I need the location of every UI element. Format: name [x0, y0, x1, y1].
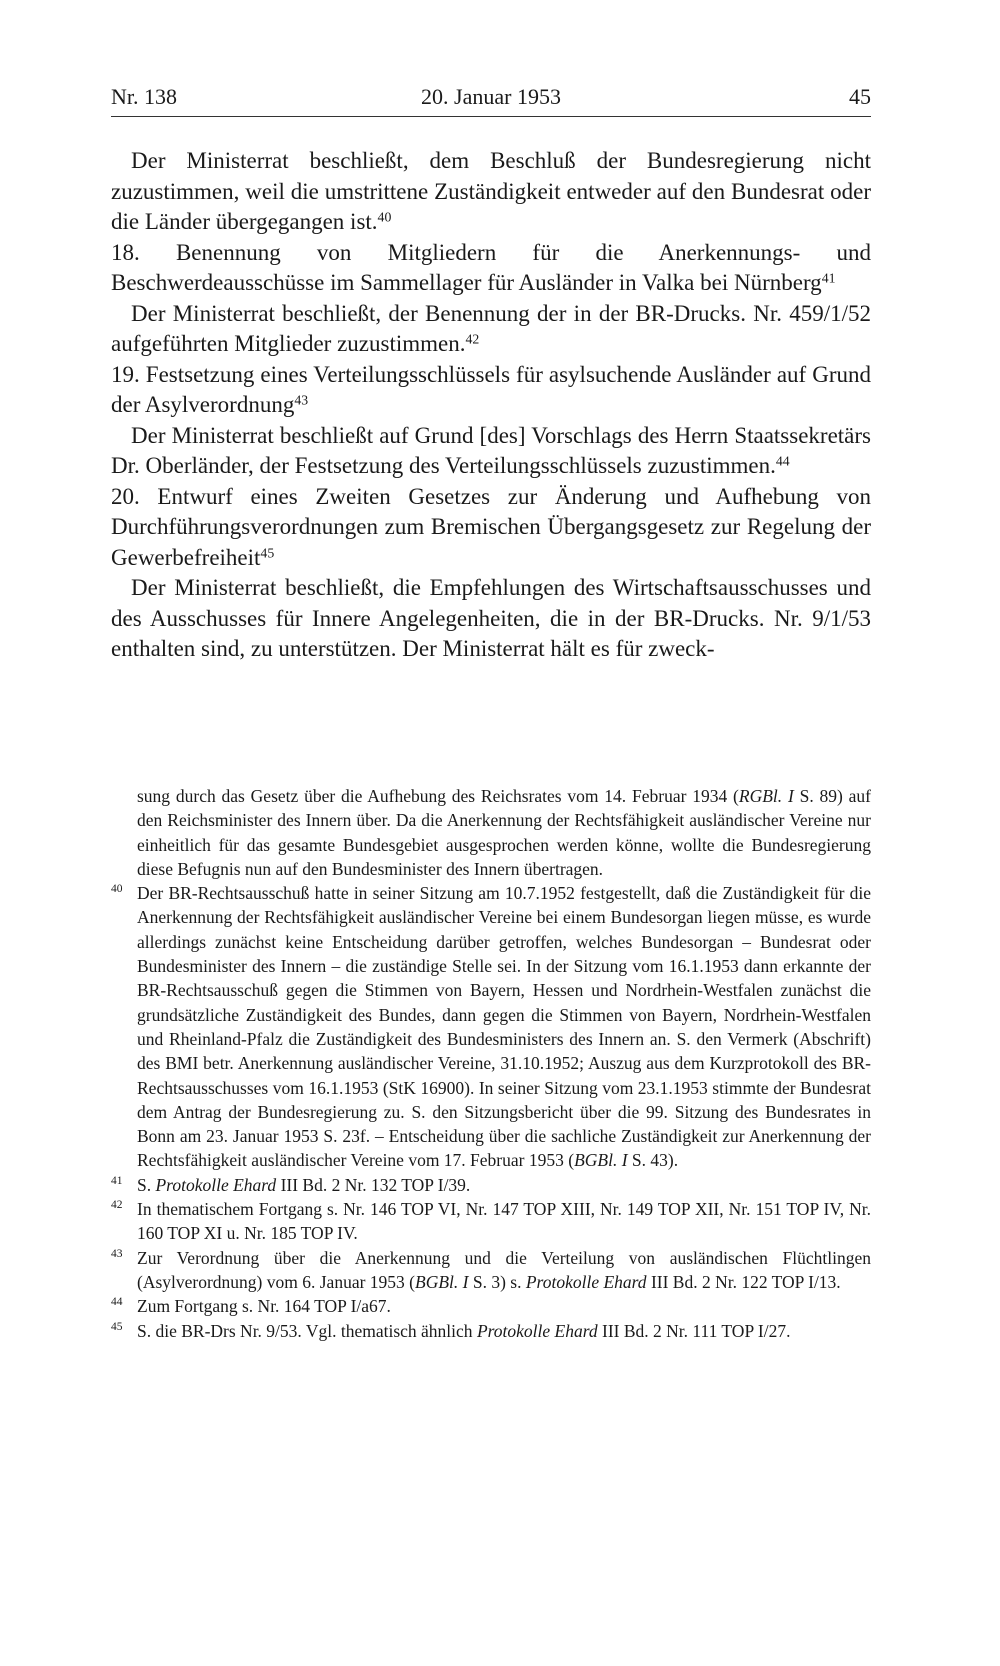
footnote-42: 42 In thematischem Fortgang s. Nr. 146 TOP VI, Nr. 147 TOP XIII, Nr. 149 TOP XII, Nr. 151 TOP IV, Nr. 160 TOP XI u. Nr. 185 TOP IV.: [111, 1199, 871, 1244]
footnote-ref-45[interactable]: 45: [260, 544, 275, 560]
footnote-number: 45: [111, 1320, 123, 1333]
footnote-43: 43 Zur Verordnung über die Anerkennung und die Verteilung von ausländischen Flüchtlingen (Asylverordnung) vom 6. Januar 1953 (BGBl. I S. 3) s. Protokolle Ehard III Bd. 2 Nr. 122 TOP I/13.: [111, 1247, 871, 1292]
paragraph-decision-19: Der Ministerrat beschließt auf Grund [des] Vorschlags des Herrn Staatssekretärs Dr. Oberländer, der Festsetzung des Verteilungsschlüssels zuzustimmen.$^{44}$: [111, 422, 871, 478]
footnote-ref-40[interactable]: 40: [377, 209, 392, 225]
document-date: 20. Januar 1953: [421, 84, 561, 109]
footnote-44: 44 Zum Fortgang s. Nr. 164 TOP I/a67.: [111, 1296, 391, 1317]
paragraph-decision-20: Der Ministerrat beschließt, die Empfehlungen des Wirtschaftsausschusses und des Ausschusses für Innere Angelegenheiten, die in der BR-Drucks. Nr. 9/1/53 enthalten sind, zu unterstützen. Der Ministerrat hält es für zweck-: [111, 575, 871, 661]
footnote-40: 40 Der BR-Rechtsausschuß hatte in seiner Sitzung am 10.7.1952 festgestellt, daß die Zuständigkeit für die Anerkennung der Rechtsfähigkeit ausländischer Vereine bei einem Bundesorgan liegen müsse, es wurde allerdings zunächst keine Entscheidung darüber getroffen, welches Bundesorgan – Bundesrat oder Bundesminister des Innern – die zuständige Stelle sei. In der Sitzung vom 16.1.1953 dann erkannte der BR-Rechtsausschuß gegen die Stimmen von Bayern, Hessen und Nordrhein-Westfalen zunächst die grundsätzliche Zuständigkeit des Bundes, dann gegen die Stimmen von Bayern, Nordrhein-Westfalen und Rheinland-Pfalz die Zuständigkeit des Bundesministers des Innern an. S. den Vermerk (Abschrift) des BMI betr. Anerkennung ausländischer Vereine, 31.10.1952; Auszug aus dem Kurzprotokoll des BR-Rechtsausschusses vom 16.1.1953 (StK 16900). In seiner Sitzung vom 23.1.1953 stimmte der Bundesrat dem Antrag der Bundesregierung zu. S. den Sitzungsbericht über die 99. Sitzung des Bundesrates in Bonn am 23. Januar 1953 S. 23f. – Entscheidung über die sachliche Zuständigkeit zur Anerkennung der Rechtsfähigkeit ausländischer Vereine vom 17. Februar 1953 (BGBl. I S. 43).: [111, 883, 871, 1171]
footnote-number: 44: [111, 1296, 123, 1309]
agenda-item-20: 20. Entwurf eines Zweiten Gesetzes zur Änderung und Aufhebung von Durchführungsverordnungen zum Bremischen Übergangsgesetz zur Regelung der Gewerbefreiheit$^{45}$: [111, 483, 871, 570]
footnote-ref-44[interactable]: 44: [775, 453, 790, 469]
footnote-number: 43: [111, 1247, 123, 1260]
agenda-item-18: 18. Benennung von Mitgliedern für die Anerkennungs- und Beschwerdeausschüsse im Sammellager für Ausländer in Valka bei Nürnberg$^{41}$: [111, 239, 871, 295]
footnote-number: 41: [111, 1174, 123, 1187]
footnote-number: 42: [111, 1199, 123, 1212]
footnote-number: 40: [111, 883, 123, 896]
page-number: 45: [849, 84, 871, 109]
footnote-45: 45 S. die BR-Drs Nr. 9/53. Vgl. thematisch ähnlich Protokolle Ehard III Bd. 2 Nr. 111 TOP I/27.: [111, 1320, 791, 1341]
paragraph-decision-17: Der Ministerrat beschließt, dem Beschluß der Bundesregierung nicht zuzustimmen, weil die umstrittene Zuständigkeit entweder auf den Bundesrat oder die Länder übergegangen ist.$^{40}$: [111, 148, 871, 234]
footnote-ref-41[interactable]: 41: [821, 270, 836, 286]
footnote-39-continuation: sung durch das Gesetz über die Aufhebung des Reichsrates vom 14. Februar 1934 (RGBl. I S. 89) auf den Reichsminister des Innern über. Da die Anerkennung der Rechtsfähigkeit ausländischer Vereine nur einheitlich für das gesamte Bundesgebiet ausgesprochen werden könne, wollte die Bundesregierung diese Befugnis nun auf den Bundesminister des Innern übertragen.: [137, 786, 871, 879]
footnote-ref-42[interactable]: 42: [465, 331, 480, 347]
footnote-ref-43[interactable]: 43: [294, 392, 309, 408]
agenda-item-19: 19. Festsetzung eines Verteilungsschlüssels für asylsuchende Ausländer auf Grund der Asylverordnung$^{43}$: [111, 361, 871, 417]
paragraph-decision-18: Der Ministerrat beschließt, der Benennung der in der BR-Drucks. Nr. 459/1/52 aufgeführten Mitglieder zuzustimmen.$^{42}$: [111, 300, 871, 356]
document-number: Nr. 138: [111, 84, 177, 109]
footnote-41: 41 S. Protokolle Ehard III Bd. 2 Nr. 132 TOP I/39.: [111, 1174, 471, 1195]
main-text: [111, 146, 871, 665]
footnotes: [111, 784, 871, 1343]
running-header: [111, 84, 871, 117]
